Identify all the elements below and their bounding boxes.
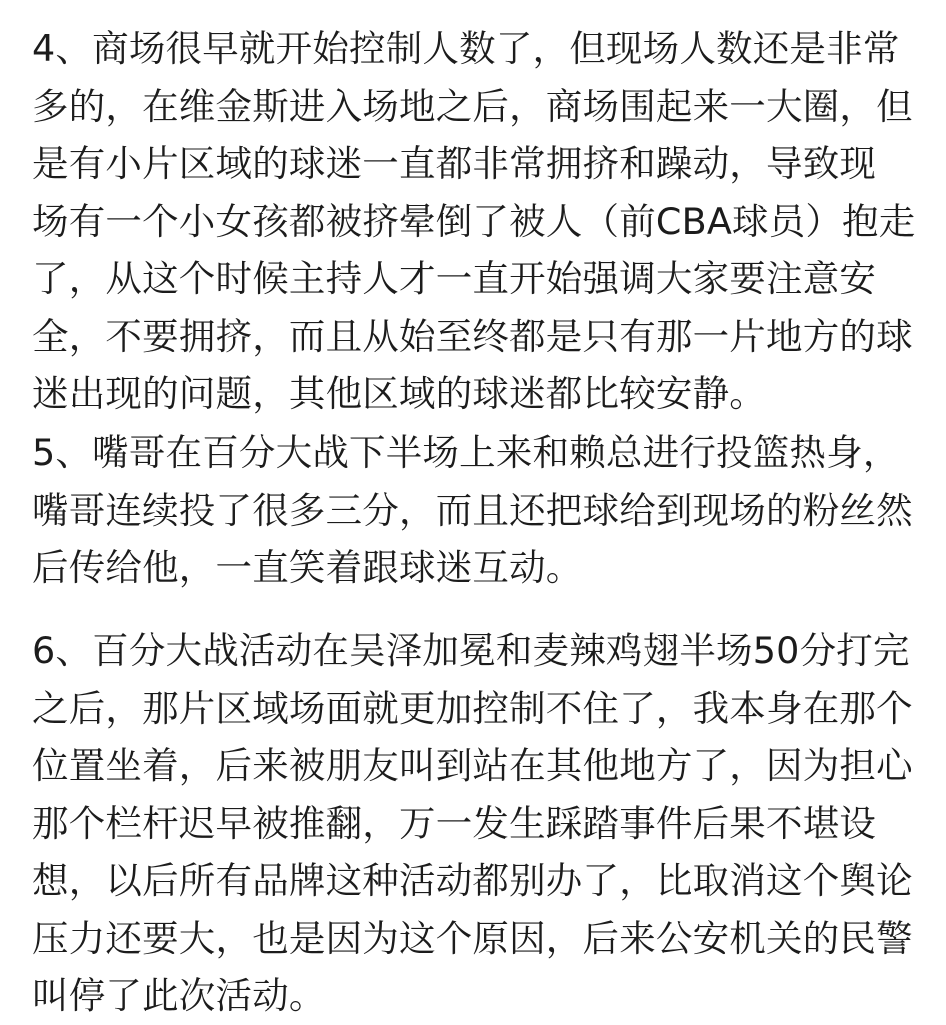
text-line: 想，以后所有品牌这种活动都别办了，比取消这个舆论 (32, 859, 913, 902)
text-line: 嘴哥连续投了很多三分，而且还把球给到现场的粉丝然 (32, 488, 913, 532)
text-line: 叫停了此次活动。 (32, 974, 326, 1017)
text-line: 6、百分大战活动在吴泽加冕和麦辣鸡翅半场50分打完 (32, 629, 910, 672)
paragraph-item-5 (32, 424, 913, 597)
text-line: 是有小片区域的球迷一直都非常拥挤和躁动，导致现 (32, 142, 877, 185)
text-line: 全，不要拥挤，而且从始至终都是只有那一片地方的球 (32, 314, 913, 358)
text-line: 后传给他，一直笑着跟球迷互动。 (32, 546, 583, 589)
text-line: 之后，那片区域场面就更加控制不住了，我本身在那个 (32, 686, 913, 730)
text-line: 多的，在维金斯进入场地之后，商场围起来一大圈，但 (32, 84, 913, 128)
paragraph-item-6 (32, 622, 913, 1025)
text-line: 压力还要大，也是因为这个原因，后来公安机关的民警 (32, 916, 913, 960)
text-line: 迷出现的问题，其他区域的球迷都比较安静。 (32, 372, 766, 415)
text-line: 场有一个小女孩都被挤晕倒了被人（前CBA球员）抱走 (32, 199, 916, 243)
paragraph-item-4 (32, 20, 916, 423)
text-line: 5、嘴哥在百分大战下半场上来和赖总进行投篮热身， (32, 431, 900, 474)
text-line: 位置坐着，后来被朋友叫到站在其他地方了，因为担心 (32, 744, 913, 787)
text-line: 4、商场很早就开始控制人数了，但现场人数还是非常 (32, 27, 900, 70)
text-line: 了，从这个时候主持人才一直开始强调大家要注意安 (32, 257, 877, 300)
text-line: 那个栏杆迟早被推翻，万一发生踩踏事件后果不堪设 (32, 801, 877, 845)
